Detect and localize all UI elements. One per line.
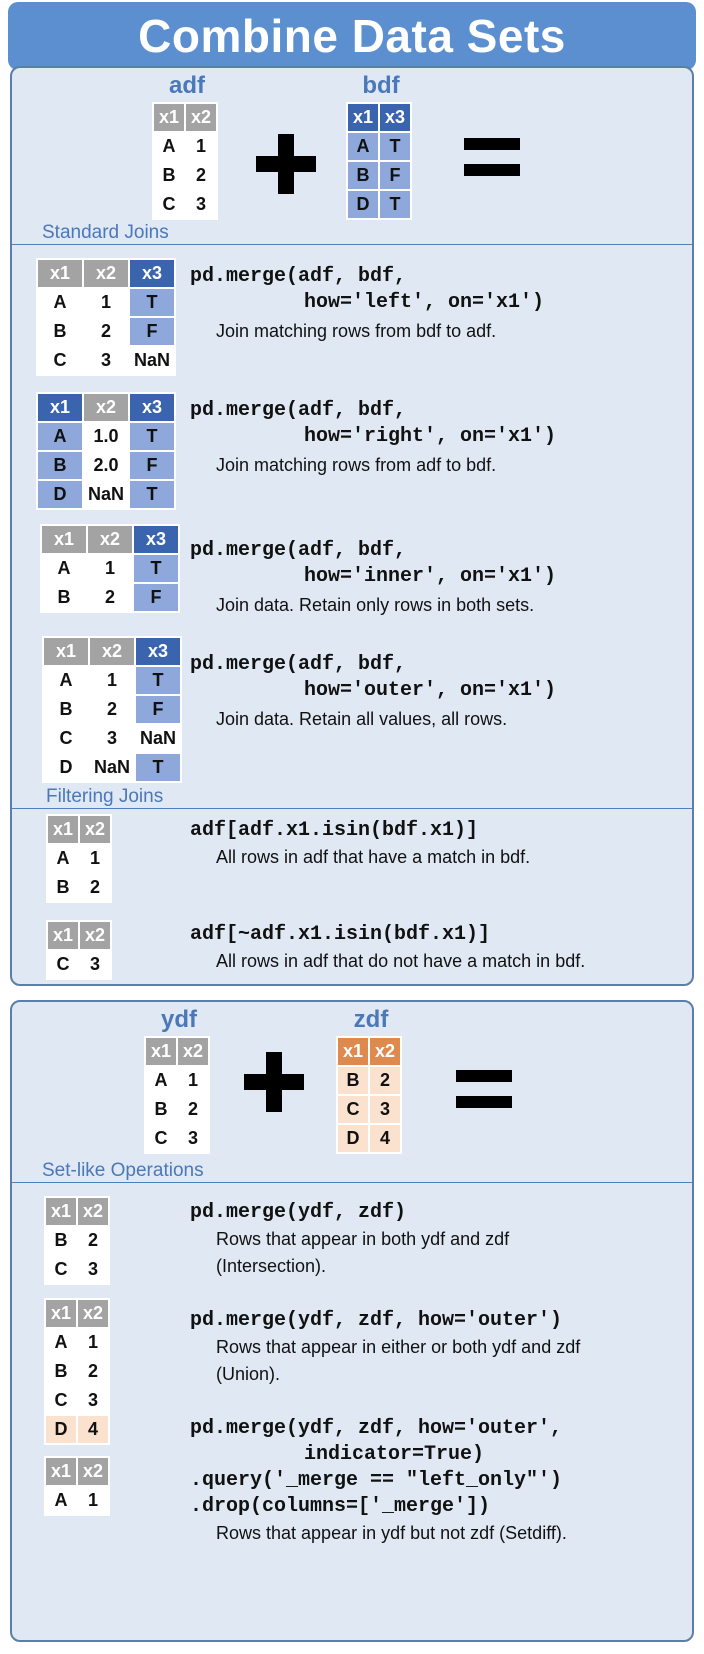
header-cell: x2: [89, 637, 135, 666]
inner-join-code: how='inner', on='x1'): [304, 565, 557, 588]
cell: A: [45, 1486, 77, 1515]
inner-join-table: [40, 524, 180, 613]
header-cell: x1: [347, 103, 379, 132]
cell: 1: [77, 1486, 109, 1515]
cell: NaN: [135, 724, 181, 753]
cell: B: [37, 451, 83, 480]
header-cell: x2: [369, 1037, 401, 1066]
header-cell: x1: [45, 1197, 77, 1226]
cell: 1: [89, 666, 135, 695]
cell: A: [41, 554, 87, 583]
union-table: [44, 1298, 110, 1445]
cell: A: [45, 1328, 77, 1357]
cell: D: [337, 1124, 369, 1153]
cell: D: [43, 753, 89, 782]
cell: C: [37, 346, 83, 375]
cell: T: [135, 666, 181, 695]
cell: B: [153, 161, 185, 190]
cell: 2.0: [83, 451, 129, 480]
semi-join-code: adf[adf.x1.isin(bdf.x1)]: [190, 819, 479, 842]
right-join-table: [36, 392, 176, 510]
right-join-code: how='right', on='x1'): [304, 425, 557, 448]
cell: NaN: [83, 480, 129, 509]
cell: F: [129, 451, 175, 480]
union-desc: (Union).: [216, 1364, 281, 1384]
header-cell: x2: [79, 921, 111, 950]
cell: D: [45, 1415, 77, 1444]
cell: C: [45, 1255, 77, 1284]
left-join-desc: Join matching rows from bdf to adf.: [216, 321, 497, 341]
cell: F: [133, 583, 179, 612]
cell: C: [43, 724, 89, 753]
cell: T: [379, 132, 411, 161]
cell: C: [337, 1095, 369, 1124]
semi-join-table: [46, 814, 112, 903]
right-join-desc: Join matching rows from adf to bdf.: [216, 455, 497, 475]
filtering-joins-title: Filtering Joins: [46, 786, 164, 807]
intersection-desc: (Intersection).: [216, 1256, 327, 1276]
union-code: pd.merge(ydf, zdf, how='outer'): [190, 1309, 563, 1332]
right-join-code: pd.merge(adf, bdf,: [190, 399, 407, 422]
outer-join-code: how='outer', on='x1'): [304, 679, 557, 702]
setlike-title: Set-like Operations: [42, 1160, 204, 1181]
cell: 3: [77, 1255, 109, 1284]
cell: NaN: [129, 346, 175, 375]
intersection-table: [44, 1196, 110, 1285]
header-cell: x1: [37, 259, 83, 288]
header-cell: x1: [337, 1037, 369, 1066]
cell: 3: [177, 1124, 209, 1153]
cell: 1: [87, 554, 133, 583]
header-cell: x3: [135, 637, 181, 666]
cell: B: [43, 695, 89, 724]
cell: A: [47, 844, 79, 873]
inner-join-code: pd.merge(adf, bdf,: [190, 539, 407, 562]
cell: 2: [369, 1066, 401, 1095]
bdf-label: bdf: [362, 72, 400, 99]
anti-join-desc: All rows in adf that do not have a match in bdf.: [216, 951, 586, 971]
anti-join-code: adf[~adf.x1.isin(bdf.x1)]: [190, 923, 491, 946]
cell: 2: [89, 695, 135, 724]
zdf-table: [336, 1036, 402, 1154]
ydf-table: [144, 1036, 210, 1154]
setdiff-table: [44, 1456, 110, 1516]
cell: B: [45, 1357, 77, 1386]
header-cell: x1: [145, 1037, 177, 1066]
header-cell: x3: [133, 525, 179, 554]
header-cell: x1: [153, 103, 185, 132]
cell: 2: [177, 1095, 209, 1124]
cell: D: [347, 190, 379, 219]
cell: A: [153, 132, 185, 161]
cell: 3: [79, 950, 111, 979]
cell: 1: [185, 132, 217, 161]
cell: B: [337, 1066, 369, 1095]
intersection-code: pd.merge(ydf, zdf): [190, 1201, 407, 1224]
header-cell: x2: [77, 1457, 109, 1486]
setdiff-code: pd.merge(ydf, zdf, how='outer',: [190, 1417, 563, 1440]
outer-join-table: [42, 636, 182, 783]
outer-join-desc: Join data. Retain all values, all rows.: [216, 709, 508, 729]
cell: B: [347, 161, 379, 190]
cell: C: [145, 1124, 177, 1153]
setdiff-desc: Rows that appear in ydf but not zdf (Setdiff).: [216, 1523, 567, 1543]
cell: 3: [77, 1386, 109, 1415]
cell: B: [45, 1226, 77, 1255]
setdiff-code: .query('_merge == "left_only"'): [190, 1469, 563, 1492]
outer-join-code: pd.merge(adf, bdf,: [190, 653, 407, 676]
header-cell: x1: [47, 815, 79, 844]
cell: 4: [369, 1124, 401, 1153]
header-cell: x2: [87, 525, 133, 554]
header-cell: x3: [379, 103, 411, 132]
cell: 3: [89, 724, 135, 753]
cell: T: [129, 480, 175, 509]
cell: C: [47, 950, 79, 979]
cell: T: [129, 422, 175, 451]
cell: D: [37, 480, 83, 509]
header-cell: x1: [37, 393, 83, 422]
header-cell: x1: [45, 1299, 77, 1328]
cell: 3: [185, 190, 217, 219]
cell: A: [37, 422, 83, 451]
header-cell: x2: [77, 1299, 109, 1328]
header-cell: x3: [129, 393, 175, 422]
semi-join-desc: All rows in adf that have a match in bdf.: [216, 847, 531, 867]
header-cell: x2: [185, 103, 217, 132]
header-cell: x2: [177, 1037, 209, 1066]
cell: 2: [185, 161, 217, 190]
zdf-label: zdf: [353, 1006, 389, 1033]
header-cell: x1: [43, 637, 89, 666]
inner-join-desc: Join data. Retain only rows in both sets.: [216, 595, 535, 615]
set-operations-panel: [10, 1000, 694, 1642]
page-title: Combine Data Sets: [8, 2, 696, 70]
plus-icon: [244, 1052, 304, 1112]
setdiff-code: indicator=True): [304, 1443, 485, 1466]
equals-icon: [456, 1070, 512, 1110]
cell: 2: [79, 873, 111, 902]
cell: F: [135, 695, 181, 724]
cell: 1: [83, 288, 129, 317]
cell: 3: [83, 346, 129, 375]
cell: B: [47, 873, 79, 902]
cell: 1: [79, 844, 111, 873]
bdf-table: [346, 102, 412, 220]
adf-table: [152, 102, 218, 220]
header-cell: x2: [77, 1197, 109, 1226]
cell: B: [37, 317, 83, 346]
anti-join-table: [46, 920, 112, 980]
adf-label: adf: [169, 72, 205, 99]
cell: F: [379, 161, 411, 190]
union-desc: Rows that appear in either or both ydf and zdf: [216, 1337, 581, 1357]
left-join-table: [36, 258, 176, 376]
cell: A: [145, 1066, 177, 1095]
header-cell: x2: [83, 259, 129, 288]
cell: 2: [77, 1357, 109, 1386]
cell: 4: [77, 1415, 109, 1444]
left-join-code: how='left', on='x1'): [304, 291, 545, 314]
ydf-label: ydf: [161, 1006, 197, 1033]
cell: T: [135, 753, 181, 782]
cell: NaN: [89, 753, 135, 782]
equals-icon: [464, 138, 520, 178]
cell: T: [129, 288, 175, 317]
cell: A: [37, 288, 83, 317]
left-join-code: pd.merge(adf, bdf,: [190, 265, 407, 288]
cell: A: [43, 666, 89, 695]
header-cell: x1: [41, 525, 87, 554]
cell: 2: [87, 583, 133, 612]
cell: 1.0: [83, 422, 129, 451]
cell: 1: [77, 1328, 109, 1357]
header-cell: x1: [47, 921, 79, 950]
header-cell: x2: [83, 393, 129, 422]
cell: 1: [177, 1066, 209, 1095]
cell: 2: [77, 1226, 109, 1255]
cell: T: [379, 190, 411, 219]
cell: A: [347, 132, 379, 161]
cell: F: [129, 317, 175, 346]
plus-icon: [256, 134, 316, 194]
cell: 3: [369, 1095, 401, 1124]
cell: B: [145, 1095, 177, 1124]
cell: B: [41, 583, 87, 612]
cell: 2: [83, 317, 129, 346]
header-cell: x3: [129, 259, 175, 288]
cell: C: [153, 190, 185, 219]
intersection-desc: Rows that appear in both ydf and zdf: [216, 1229, 510, 1249]
standard-joins-title: Standard Joins: [42, 222, 169, 243]
combine-panel: [10, 66, 694, 986]
cell: C: [45, 1386, 77, 1415]
setdiff-code: .drop(columns=['_merge']): [190, 1495, 491, 1518]
header-cell: x1: [45, 1457, 77, 1486]
header-cell: x2: [79, 815, 111, 844]
cell: T: [133, 554, 179, 583]
